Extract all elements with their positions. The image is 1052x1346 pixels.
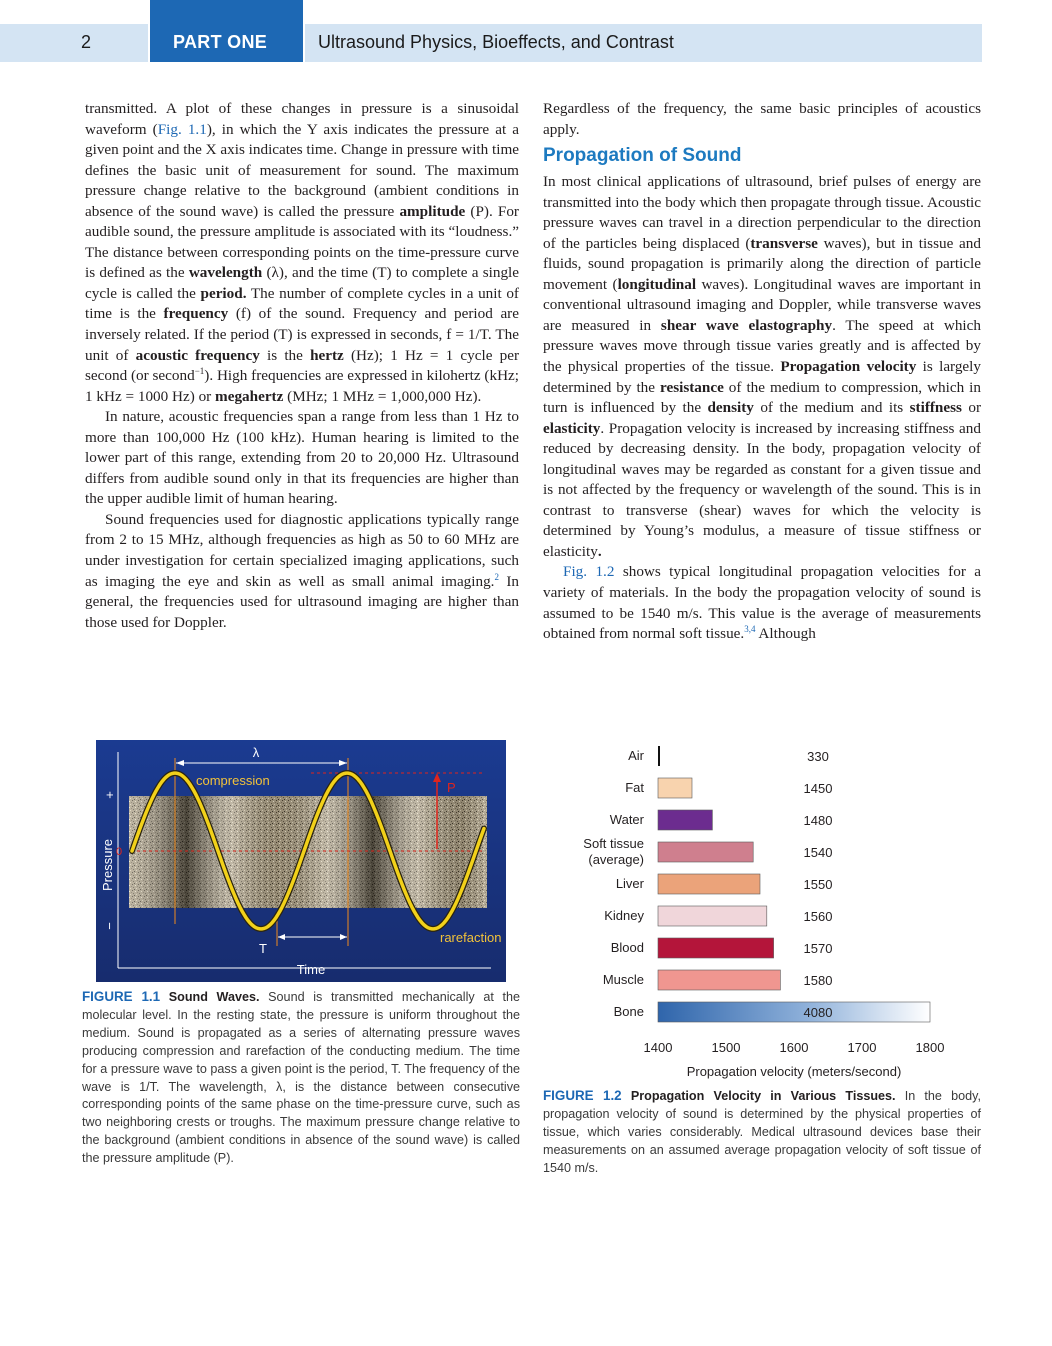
value-label: 1540	[803, 845, 833, 860]
bar-air	[658, 746, 660, 766]
x-tick-label: 1800	[915, 1040, 945, 1055]
x-tick-label: 1600	[779, 1040, 809, 1055]
part-label: PART ONE	[173, 32, 268, 52]
page-number: 2	[81, 32, 92, 52]
category-label: Water	[609, 812, 644, 827]
value-label: 1580	[803, 973, 833, 988]
value-label: 1450	[803, 781, 833, 796]
value-label: 4080	[803, 1005, 833, 1020]
value-label: 1480	[803, 813, 833, 828]
sound-wave-diagram	[96, 740, 506, 982]
x-axis-title: Propagation velocity (meters/second)	[686, 1064, 902, 1079]
page-number-block	[0, 24, 148, 62]
figure-link[interactable]: Fig. 1.2	[563, 563, 615, 581]
category-label: Liver	[615, 876, 644, 891]
figure-sound-waves	[96, 740, 506, 982]
caption-text: In the body, propagation velocity of sound is determined by the physical properties of tissue, which varies considerably. Medical ultrasound devices base their measurements on an assumed average propagation velocity of soft tissue of 1540 m/s.	[543, 1089, 982, 1175]
value-label: 1550	[803, 877, 833, 892]
time-axis-label: Time	[296, 962, 326, 977]
bar-soft-tissue	[658, 842, 753, 862]
citation-link[interactable]: 2	[494, 571, 499, 582]
category-label: Bone	[613, 1004, 644, 1019]
paragraph-waveform: transmitted. A plot of these changes in pressure is a sinusoidal waveform (Fig. 1.1), in which the Y axis indicates the pressure at a given point and the X axis indicates time. Change in pressure with time defines the basic unit of measurement for sound. The maximum pressure change relative to the background (ambient conditions in absence of the sound wave) is called the pressure amplitude (P). For audible sound, the pressure amplitude is associated with its “loudness.” The distance between corresponding points on the time-pressure curve is defined as the wavelength (λ), and the time (T) to complete a single cycle is called the period. The number of complete cycles in a unit of time is the frequency (f) of the sound. Frequency and period are inversely related. If the period (T) is expressed in seconds, f = 1/T. The unit of acoustic frequency is the hertz (Hz); 1 Hz = 1 cycle per second (or second$^{-1}$). High frequencies are expressed in kilohertz (kHz; 1 kHz = 1000 Hz) or megahertz (MHz; 1 MHz = 1,000,000 Hz).	[85, 100, 520, 405]
bar-blood	[658, 938, 774, 958]
x-tick-label: 1400	[643, 1040, 673, 1055]
x-tick-label: 1500	[711, 1040, 741, 1055]
chapter-title-block	[305, 24, 982, 62]
caption-number: FIGURE 1.2	[543, 1088, 622, 1103]
caption-number: FIGURE 1.1	[82, 989, 161, 1004]
bar-bone	[658, 1002, 930, 1022]
caption-text: Sound is transmitted mechanically at the molecular level. In the resting state, the pressure is uniform throughout the medium. Sound is propagated as a series of alternating pressure waves producing compression and rarefaction of the conducting medium. The time for a pressure wave to pass a given point is the period, T. The frequency of the wave is 1/T. The wavelength, λ, is the distance between consecutive corresponding points of the same phase on the time-pressure curve, such as two neighboring crests or troughs. The maximum pressure change relative to the background (ambient conditions in absence of the sound wave) is called the pressure amplitude (P).	[82, 990, 521, 1166]
figure-link[interactable]: Fig. 1.1	[157, 120, 207, 138]
bar-liver	[658, 874, 760, 894]
pressure-axis-label: Pressure	[100, 838, 115, 892]
left-column	[85, 99, 519, 633]
part-tab	[150, 0, 303, 62]
caption-title: Sound Waves.	[168, 990, 260, 1004]
section-heading: Propagation of Sound	[543, 145, 742, 167]
caption-title: Propagation Velocity in Various Tissues.	[630, 1089, 896, 1103]
paragraph-nature: In nature, acoustic frequencies span a range from less than 1 Hz to more than 100,000 Hz (100 kHz). Human hearing is limited to the lower part of this range, extending from 20 to 20,000 Hz. Ultrasound differs from audible sound only in that its frequencies are higher than the upper audible limit of human hearing.	[85, 408, 519, 508]
paragraph-velocities: Fig. 1.2 shows typical longitudinal propagation velocities for a variety of materials. In the body the propagation velocity of sound is assumed to be 1540 m/s. This value is the average of measurements obtained from normal soft tissue.$^{3,4}$ Although	[543, 563, 981, 643]
right-column	[543, 99, 981, 645]
paragraph-diagnostic: Sound frequencies used for diagnostic applications typically range from 2 to 15 MHz, although frequencies as high as 50 to 60 MHz are under investigation for certain specialized imaging applications, such as imaging the eye and skin as well as small animal imaging.$^2$ In general, the frequencies used for ultrasound imaging are higher than those used for Doppler.	[85, 510, 519, 631]
value-label: 330	[807, 749, 829, 764]
category-label: Kidney	[604, 908, 644, 923]
citation-link[interactable]: 3,4	[744, 624, 756, 635]
running-title: Ultrasound Physics, Bioeffects, and Contrast	[318, 32, 674, 52]
running-header	[0, 24, 982, 62]
bar-fat	[658, 778, 692, 798]
paragraph-propagation: In most clinical applications of ultrasound, brief pulses of energy are transmitted into the body which then propagate through tissue. Acoustic pressure waves can travel in a direction perpendicular to the direction of the particles being displaced (transverse waves), but in tissue and fluids, sound propagation is primarily along the direction of particle movement (longitudinal waves). Longitudinal waves are important in conventional ultrasound imaging and Doppler, while transverse waves are measured in shear wave elastography. The speed at which pressure waves move through tissue varies greatly and is affected by the physical properties of the tissue. Propagation velocity is largely determined by the resistance of the medium to compression, which in turn is influenced by the density of the medium and its stiffness or elasticity. Propagation velocity is increased by increasing stiffness and reduced by decreasing density. In the body, propagation velocity of longitudinal waves may be regarded as constant for a given tissue and is not affected by the frequency or wavelength of the sound. This is in contrast to transverse (shear) waves for which the velocity is determined by Young’s modulus, a measure of tissue stiffness or elasticity.	[543, 173, 981, 560]
lambda-label: λ	[252, 745, 260, 760]
x-tick-label: 1700	[847, 1040, 877, 1055]
category-label: Blood	[610, 940, 644, 955]
minus-label: −	[102, 922, 117, 930]
compression-label: compression	[196, 773, 270, 788]
category-label: Soft tissue (average)	[583, 836, 644, 867]
category-label: Fat	[625, 780, 644, 795]
paragraph-regardless: Regardless of the frequency, the same basic principles of acoustics apply.	[543, 100, 981, 138]
bar-kidney	[658, 906, 767, 926]
figure-2-caption	[543, 1087, 981, 1178]
category-label: Muscle	[602, 972, 644, 987]
bar-muscle	[658, 970, 780, 990]
bar-water	[658, 810, 712, 830]
zero-label: 0	[116, 846, 123, 858]
category-label: Air	[628, 748, 644, 763]
medium-band-shading	[129, 796, 487, 908]
rarefaction-label: rarefaction	[440, 930, 502, 945]
velocity-bar-chart	[560, 738, 980, 1083]
amplitude-label: P	[447, 780, 456, 795]
figure-1-caption	[82, 988, 520, 1168]
figure-propagation-velocity	[560, 738, 980, 1083]
value-label: 1560	[803, 909, 833, 924]
period-label: T	[259, 941, 267, 956]
plus-label: +	[102, 791, 117, 799]
value-label: 1570	[803, 941, 833, 956]
